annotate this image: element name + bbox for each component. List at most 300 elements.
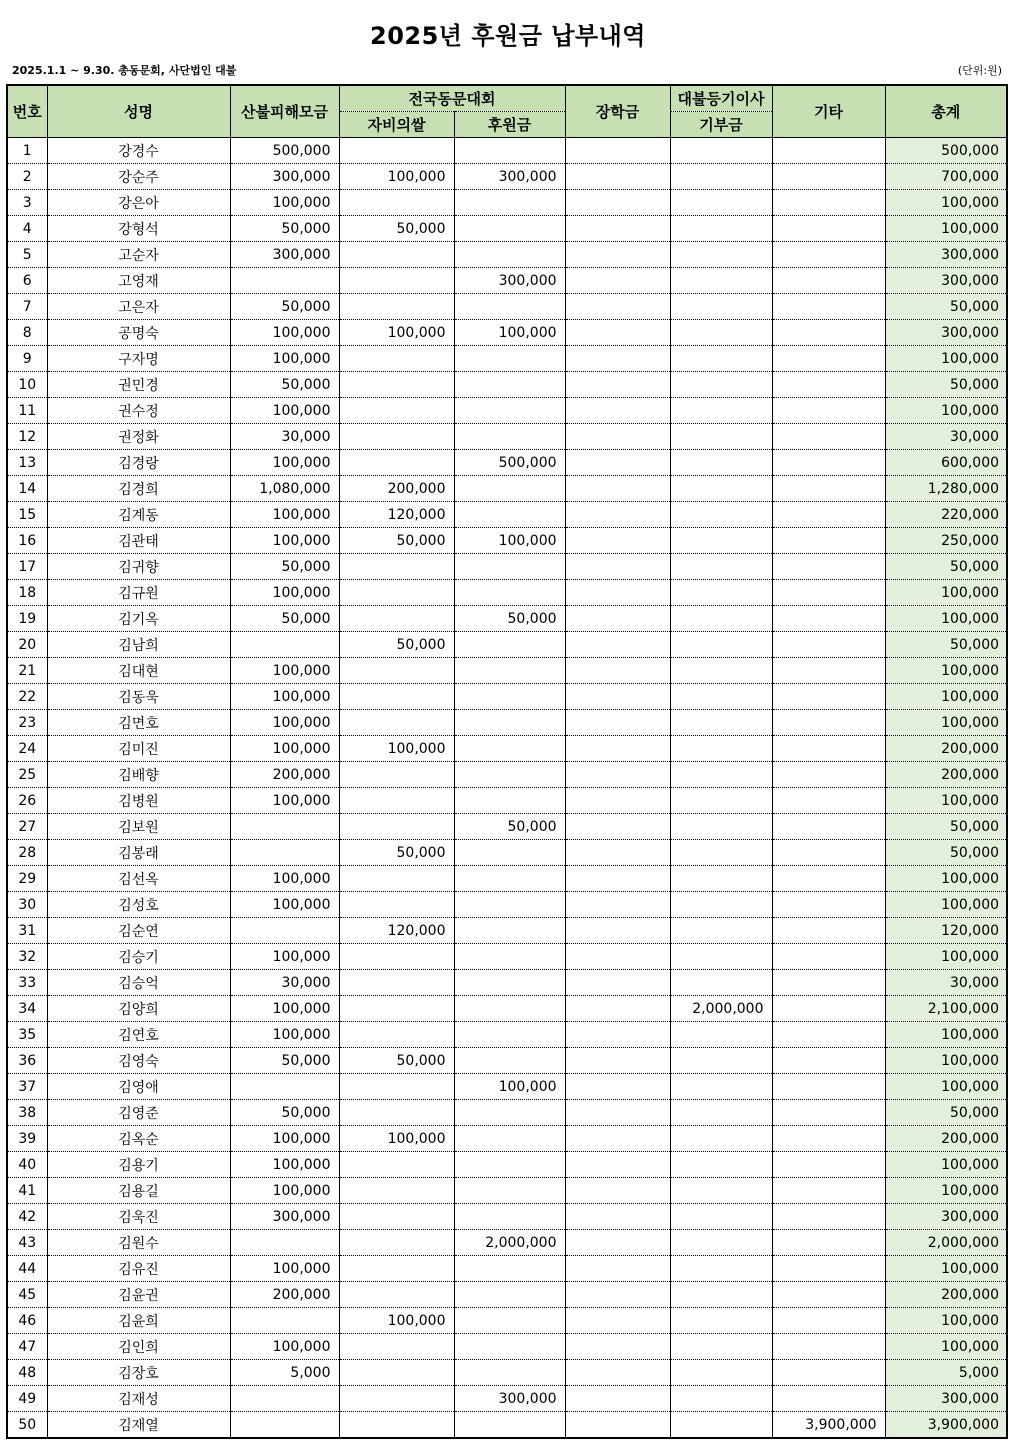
cell-support [454, 294, 565, 320]
cell-scholarship [565, 1178, 670, 1204]
cell-sanbul: 1,080,000 [230, 476, 339, 502]
cell-donation [670, 632, 772, 658]
cell-rice: 100,000 [339, 736, 454, 762]
header-etc: 기타 [772, 85, 885, 138]
cell-donation [670, 1100, 772, 1126]
table-row [7, 1178, 1007, 1204]
cell-donation [670, 1334, 772, 1360]
cell-sanbul: 5,000 [230, 1360, 339, 1386]
cell-name: 김유진 [47, 1256, 230, 1282]
cell-scholarship [565, 684, 670, 710]
cell-rice [339, 996, 454, 1022]
cell-no: 31 [7, 918, 47, 944]
cell-rice [339, 1204, 454, 1230]
cell-donation [670, 684, 772, 710]
cell-donation [670, 1022, 772, 1048]
cell-support [454, 1308, 565, 1334]
table-row [7, 892, 1007, 918]
cell-rice [339, 1022, 454, 1048]
table-row [7, 918, 1007, 944]
cell-scholarship [565, 528, 670, 554]
cell-donation [670, 554, 772, 580]
cell-name: 김계동 [47, 502, 230, 528]
cell-total: 100,000 [885, 1178, 1007, 1204]
cell-etc [772, 424, 885, 450]
cell-sanbul: 200,000 [230, 762, 339, 788]
cell-total: 50,000 [885, 632, 1007, 658]
cell-donation [670, 944, 772, 970]
cell-name: 김면호 [47, 710, 230, 736]
cell-etc [772, 476, 885, 502]
cell-total: 100,000 [885, 1048, 1007, 1074]
table-row [7, 580, 1007, 606]
cell-rice [339, 372, 454, 398]
cell-sanbul: 50,000 [230, 372, 339, 398]
header-name: 성명 [47, 85, 230, 138]
cell-support: 50,000 [454, 606, 565, 632]
cell-rice: 100,000 [339, 164, 454, 190]
cell-support [454, 398, 565, 424]
cell-donation [670, 840, 772, 866]
cell-no: 38 [7, 1100, 47, 1126]
cell-scholarship [565, 1360, 670, 1386]
cell-no: 41 [7, 1178, 47, 1204]
cell-total: 100,000 [885, 658, 1007, 684]
cell-sanbul: 100,000 [230, 190, 339, 216]
cell-scholarship [565, 788, 670, 814]
cell-scholarship [565, 138, 670, 164]
cell-name: 김병원 [47, 788, 230, 814]
cell-etc [772, 788, 885, 814]
cell-rice [339, 398, 454, 424]
cell-name: 고영재 [47, 268, 230, 294]
table-row [7, 1048, 1007, 1074]
cell-donation [670, 190, 772, 216]
table-row [7, 1308, 1007, 1334]
cell-sanbul [230, 814, 339, 840]
cell-no: 49 [7, 1386, 47, 1412]
cell-rice: 50,000 [339, 216, 454, 242]
cell-sanbul [230, 918, 339, 944]
cell-no: 48 [7, 1360, 47, 1386]
cell-total: 100,000 [885, 892, 1007, 918]
cell-sanbul: 100,000 [230, 502, 339, 528]
cell-etc [772, 1256, 885, 1282]
cell-scholarship [565, 944, 670, 970]
cell-no: 2 [7, 164, 47, 190]
cell-scholarship [565, 632, 670, 658]
cell-etc [772, 606, 885, 632]
cell-no: 36 [7, 1048, 47, 1074]
cell-rice [339, 1386, 454, 1412]
header-no: 번호 [7, 85, 47, 138]
cell-name: 김인희 [47, 1334, 230, 1360]
cell-support [454, 762, 565, 788]
cell-no: 35 [7, 1022, 47, 1048]
cell-rice [339, 554, 454, 580]
cell-name: 김경랑 [47, 450, 230, 476]
table-row [7, 866, 1007, 892]
cell-no: 18 [7, 580, 47, 606]
cell-scholarship [565, 320, 670, 346]
cell-no: 45 [7, 1282, 47, 1308]
cell-name: 김영숙 [47, 1048, 230, 1074]
cell-sanbul: 100,000 [230, 1022, 339, 1048]
cell-sanbul [230, 1230, 339, 1256]
cell-rice [339, 866, 454, 892]
cell-total: 100,000 [885, 1308, 1007, 1334]
cell-scholarship [565, 372, 670, 398]
cell-no: 40 [7, 1152, 47, 1178]
cell-no: 24 [7, 736, 47, 762]
cell-sanbul: 100,000 [230, 450, 339, 476]
cell-support: 100,000 [454, 528, 565, 554]
cell-rice: 100,000 [339, 1308, 454, 1334]
cell-rice [339, 424, 454, 450]
cell-rice [339, 268, 454, 294]
cell-total: 5,000 [885, 1360, 1007, 1386]
cell-support [454, 632, 565, 658]
cell-scholarship [565, 892, 670, 918]
cell-name: 김선옥 [47, 866, 230, 892]
cell-sanbul: 50,000 [230, 294, 339, 320]
cell-rice [339, 1230, 454, 1256]
cell-support [454, 1152, 565, 1178]
cell-etc [772, 1334, 885, 1360]
cell-donation [670, 1204, 772, 1230]
cell-sanbul [230, 1412, 339, 1439]
cell-total: 50,000 [885, 1100, 1007, 1126]
table-row [7, 138, 1007, 164]
cell-no: 26 [7, 788, 47, 814]
cell-sanbul: 100,000 [230, 684, 339, 710]
cell-rice [339, 1256, 454, 1282]
cell-support [454, 502, 565, 528]
cell-donation [670, 970, 772, 996]
cell-name: 김욱진 [47, 1204, 230, 1230]
cell-etc [772, 372, 885, 398]
cell-donation [670, 372, 772, 398]
cell-donation [670, 424, 772, 450]
cell-donation [670, 580, 772, 606]
cell-no: 39 [7, 1126, 47, 1152]
cell-scholarship [565, 1256, 670, 1282]
cell-name: 김양희 [47, 996, 230, 1022]
cell-sanbul [230, 632, 339, 658]
cell-rice [339, 242, 454, 268]
cell-no: 33 [7, 970, 47, 996]
table-row [7, 762, 1007, 788]
cell-total: 100,000 [885, 346, 1007, 372]
cell-sanbul: 100,000 [230, 1334, 339, 1360]
cell-name: 강경수 [47, 138, 230, 164]
cell-sanbul: 50,000 [230, 554, 339, 580]
cell-donation [670, 762, 772, 788]
cell-name: 김남희 [47, 632, 230, 658]
cell-rice [339, 1334, 454, 1360]
cell-sanbul: 100,000 [230, 1152, 339, 1178]
cell-no: 10 [7, 372, 47, 398]
cell-etc [772, 736, 885, 762]
cell-total: 100,000 [885, 1334, 1007, 1360]
cell-etc [772, 996, 885, 1022]
cell-no: 37 [7, 1074, 47, 1100]
cell-rice [339, 1412, 454, 1439]
cell-etc [772, 892, 885, 918]
table-row [7, 424, 1007, 450]
cell-donation [670, 1308, 772, 1334]
cell-no: 46 [7, 1308, 47, 1334]
cell-name: 김보원 [47, 814, 230, 840]
cell-support: 300,000 [454, 1386, 565, 1412]
table-row [7, 1412, 1007, 1439]
cell-support [454, 346, 565, 372]
cell-total: 200,000 [885, 762, 1007, 788]
cell-sanbul: 100,000 [230, 1178, 339, 1204]
cell-support: 100,000 [454, 320, 565, 346]
cell-total: 300,000 [885, 1204, 1007, 1230]
cell-etc [772, 970, 885, 996]
cell-donation [670, 1152, 772, 1178]
cell-rice [339, 970, 454, 996]
cell-total: 600,000 [885, 450, 1007, 476]
cell-donation [670, 1230, 772, 1256]
header-daebul-group: 대불등기이사 [670, 85, 772, 112]
table-row [7, 372, 1007, 398]
cell-etc [772, 762, 885, 788]
cell-etc [772, 398, 885, 424]
cell-sanbul: 300,000 [230, 164, 339, 190]
cell-sanbul: 30,000 [230, 970, 339, 996]
table-row [7, 1100, 1007, 1126]
cell-total: 100,000 [885, 216, 1007, 242]
cell-etc [772, 840, 885, 866]
cell-no: 21 [7, 658, 47, 684]
cell-etc [772, 320, 885, 346]
cell-donation [670, 1126, 772, 1152]
cell-sanbul [230, 1386, 339, 1412]
cell-total: 50,000 [885, 814, 1007, 840]
donation-table [6, 84, 1008, 1439]
header-rice: 자비의쌀 [339, 112, 454, 138]
cell-rice [339, 684, 454, 710]
cell-name: 김장호 [47, 1360, 230, 1386]
cell-etc [772, 866, 885, 892]
cell-donation [670, 866, 772, 892]
cell-scholarship [565, 398, 670, 424]
table-row [7, 190, 1007, 216]
cell-donation [670, 164, 772, 190]
cell-rice [339, 1360, 454, 1386]
cell-no: 13 [7, 450, 47, 476]
cell-no: 5 [7, 242, 47, 268]
cell-name: 김재성 [47, 1386, 230, 1412]
cell-total: 2,100,000 [885, 996, 1007, 1022]
cell-support [454, 866, 565, 892]
cell-no: 11 [7, 398, 47, 424]
cell-donation [670, 1282, 772, 1308]
cell-scholarship [565, 580, 670, 606]
header-sanbul: 산불피해모금 [230, 85, 339, 138]
cell-sanbul: 300,000 [230, 242, 339, 268]
table-row [7, 840, 1007, 866]
cell-no: 7 [7, 294, 47, 320]
cell-no: 29 [7, 866, 47, 892]
cell-support [454, 658, 565, 684]
table-row [7, 710, 1007, 736]
cell-name: 김성호 [47, 892, 230, 918]
cell-total: 100,000 [885, 398, 1007, 424]
cell-support [454, 996, 565, 1022]
table-row [7, 1152, 1007, 1178]
cell-scholarship [565, 242, 670, 268]
cell-total: 250,000 [885, 528, 1007, 554]
table-row [7, 788, 1007, 814]
cell-donation: 2,000,000 [670, 996, 772, 1022]
cell-etc [772, 1178, 885, 1204]
cell-name: 김승기 [47, 944, 230, 970]
cell-total: 100,000 [885, 866, 1007, 892]
cell-name: 김용길 [47, 1178, 230, 1204]
cell-support [454, 840, 565, 866]
cell-scholarship [565, 762, 670, 788]
cell-scholarship [565, 658, 670, 684]
cell-rice [339, 606, 454, 632]
table-row [7, 658, 1007, 684]
cell-sanbul: 100,000 [230, 996, 339, 1022]
cell-donation [670, 1256, 772, 1282]
cell-donation [670, 528, 772, 554]
cell-rice [339, 1100, 454, 1126]
table-row [7, 528, 1007, 554]
cell-sanbul [230, 840, 339, 866]
cell-total: 700,000 [885, 164, 1007, 190]
cell-donation [670, 1178, 772, 1204]
cell-support [454, 242, 565, 268]
table-row [7, 450, 1007, 476]
table-row [7, 606, 1007, 632]
table-row [7, 814, 1007, 840]
cell-sanbul: 100,000 [230, 736, 339, 762]
cell-no: 47 [7, 1334, 47, 1360]
cell-etc [772, 164, 885, 190]
cell-donation [670, 892, 772, 918]
cell-sanbul: 100,000 [230, 892, 339, 918]
cell-donation [670, 1386, 772, 1412]
cell-total: 100,000 [885, 1256, 1007, 1282]
cell-name: 김귀향 [47, 554, 230, 580]
cell-name: 김영애 [47, 1074, 230, 1100]
cell-etc [772, 1204, 885, 1230]
cell-support [454, 944, 565, 970]
cell-total: 300,000 [885, 268, 1007, 294]
cell-no: 25 [7, 762, 47, 788]
table-row [7, 242, 1007, 268]
cell-donation [670, 736, 772, 762]
cell-sanbul [230, 268, 339, 294]
cell-etc [772, 1386, 885, 1412]
cell-total: 200,000 [885, 1126, 1007, 1152]
cell-sanbul: 100,000 [230, 710, 339, 736]
cell-name: 김원수 [47, 1230, 230, 1256]
cell-rice [339, 710, 454, 736]
cell-name: 김영준 [47, 1100, 230, 1126]
cell-name: 김순연 [47, 918, 230, 944]
cell-no: 34 [7, 996, 47, 1022]
header-total: 총계 [885, 85, 1007, 138]
cell-scholarship [565, 268, 670, 294]
cell-support [454, 190, 565, 216]
cell-rice [339, 138, 454, 164]
cell-etc [772, 1022, 885, 1048]
cell-etc [772, 216, 885, 242]
cell-sanbul: 30,000 [230, 424, 339, 450]
table-row [7, 1334, 1007, 1360]
cell-no: 17 [7, 554, 47, 580]
cell-scholarship [565, 476, 670, 502]
cell-no: 32 [7, 944, 47, 970]
cell-scholarship [565, 294, 670, 320]
cell-scholarship [565, 840, 670, 866]
cell-scholarship [565, 1204, 670, 1230]
cell-sanbul [230, 1074, 339, 1100]
cell-total: 100,000 [885, 190, 1007, 216]
table-row [7, 684, 1007, 710]
cell-scholarship [565, 1048, 670, 1074]
cell-name: 김용기 [47, 1152, 230, 1178]
cell-donation [670, 320, 772, 346]
cell-support [454, 892, 565, 918]
cell-etc [772, 1126, 885, 1152]
table-row [7, 1386, 1007, 1412]
table-row [7, 268, 1007, 294]
cell-no: 9 [7, 346, 47, 372]
cell-support: 300,000 [454, 164, 565, 190]
table-row [7, 1256, 1007, 1282]
cell-rice: 100,000 [339, 1126, 454, 1152]
cell-donation [670, 1360, 772, 1386]
cell-total: 220,000 [885, 502, 1007, 528]
cell-donation [670, 1412, 772, 1439]
cell-name: 김규원 [47, 580, 230, 606]
cell-etc [772, 450, 885, 476]
cell-total: 2,000,000 [885, 1230, 1007, 1256]
cell-rice [339, 788, 454, 814]
cell-rice [339, 190, 454, 216]
cell-sanbul: 100,000 [230, 398, 339, 424]
table-row [7, 1074, 1007, 1100]
cell-scholarship [565, 1412, 670, 1439]
unit-label: (단위:원) [957, 64, 1002, 77]
cell-rice: 50,000 [339, 1048, 454, 1074]
cell-rice [339, 814, 454, 840]
cell-scholarship [565, 866, 670, 892]
cell-name: 구자명 [47, 346, 230, 372]
table-row [7, 346, 1007, 372]
table-row [7, 294, 1007, 320]
cell-donation [670, 398, 772, 424]
cell-name: 강은아 [47, 190, 230, 216]
header-support: 후원금 [454, 112, 565, 138]
cell-name: 김기옥 [47, 606, 230, 632]
cell-support [454, 424, 565, 450]
cell-support: 2,000,000 [454, 1230, 565, 1256]
cell-name: 강순주 [47, 164, 230, 190]
cell-rice [339, 892, 454, 918]
table-row [7, 1204, 1007, 1230]
cell-sanbul: 300,000 [230, 1204, 339, 1230]
cell-rice [339, 580, 454, 606]
